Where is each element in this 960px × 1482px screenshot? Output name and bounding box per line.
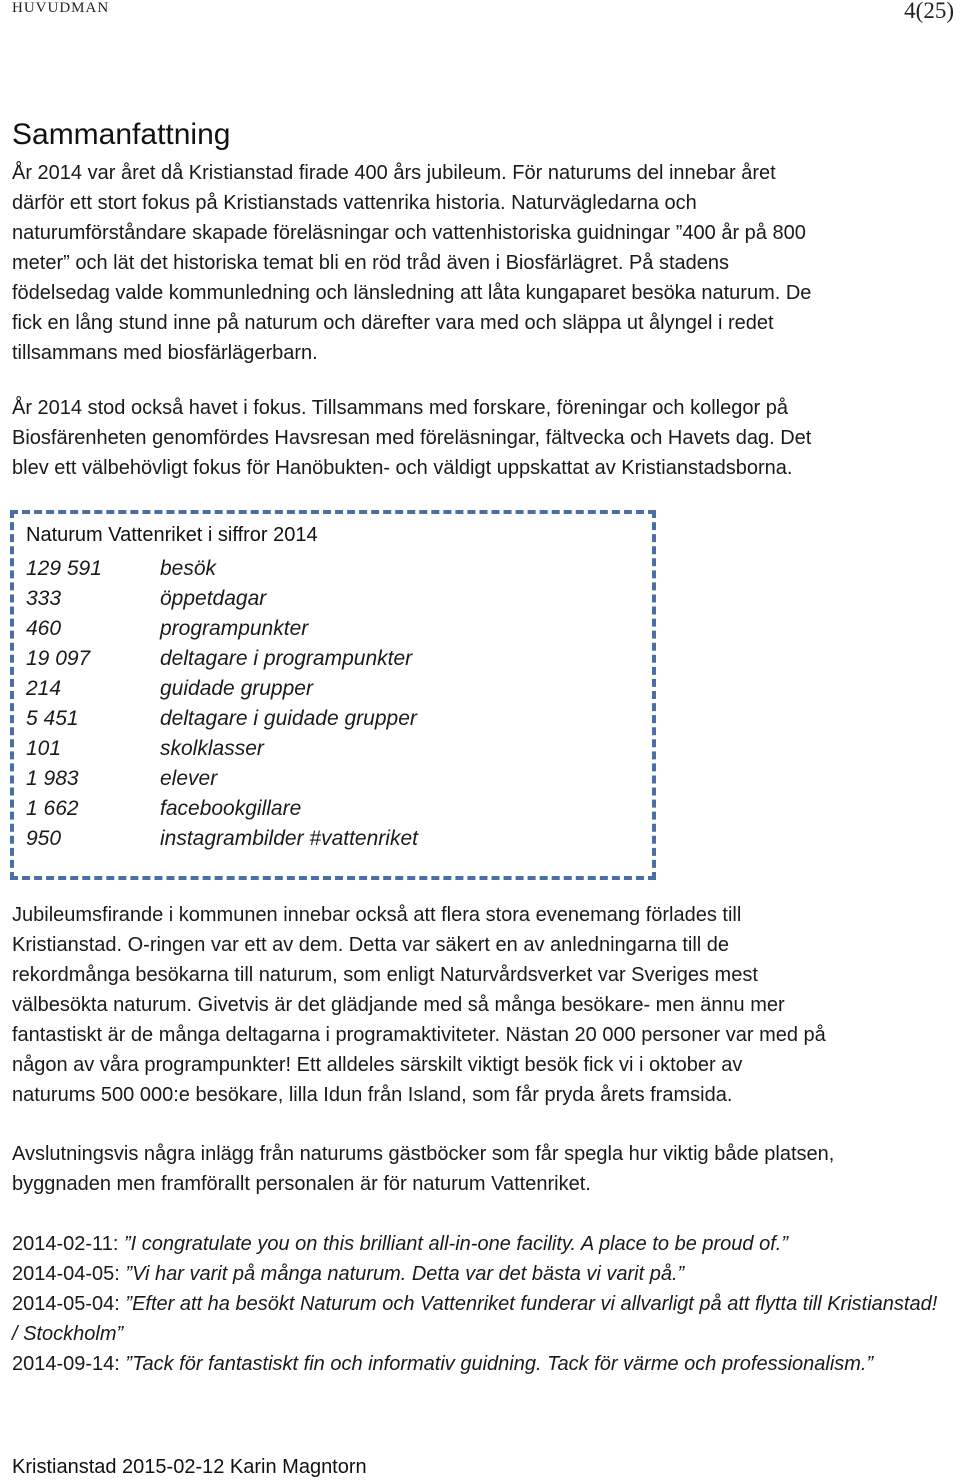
stat-value: 101: [26, 737, 62, 760]
jubileum-line: fantastiskt är de många deltagarna i programaktiviteter. Nästan 20 000 personer var med på: [12, 1024, 826, 1046]
stat-row: [26, 824, 418, 854]
avslut-line: byggnaden men framförallt personalen är för naturum Vattenriket.: [12, 1173, 591, 1195]
stat-label: deltagare i programpunkter: [160, 647, 413, 670]
page-number: 4(25): [904, 0, 954, 23]
stat-label: besök: [160, 557, 217, 580]
entry-quote: ”Efter att ha besökt Naturum och Vattenriket funderar vi allvarligt på att flytta till Kristianstad! / Stockholm”: [12, 1293, 938, 1345]
entry-date: 2014-04-05:: [12, 1263, 126, 1285]
stat-label: deltagare i guidade grupper: [160, 707, 417, 730]
stat-label: elever: [160, 767, 218, 790]
jubileum-line: Jubileumsfirande i kommunen innebar också att flera stora evenemang förlades till: [12, 904, 742, 926]
stats-title: Naturum Vattenriket i siffror 2014: [26, 524, 318, 546]
stat-row: [26, 644, 418, 674]
guestbook-entry: [12, 1229, 944, 1259]
avslut-paragraph: [12, 1139, 944, 1199]
stat-row: [26, 734, 418, 764]
entry-quote: ”Vi har varit på många naturum. Detta var det bästa vi varit på.”: [125, 1263, 685, 1285]
havet-line: Biosfärenheten genomfördes Havsresan med föreläsningar, fältvecka och Havets dag. Det: [12, 427, 812, 449]
intro-line: naturumförståndare skapade föreläsningar och vattenhistoriska guidningar ”400 år på 800: [12, 222, 806, 244]
stat-row: [26, 794, 418, 824]
stat-value: 1 983: [26, 767, 79, 790]
stat-label: programpunkter: [160, 617, 309, 640]
stats-list: [26, 554, 418, 854]
stat-row: [26, 614, 418, 644]
stat-value: 333: [26, 587, 62, 610]
entry-quote: ”Tack för fantastiskt fin och informativ guidning. Tack för värme och professionalism.”: [125, 1353, 874, 1375]
stat-value: 1 662: [26, 797, 79, 820]
jubileum-paragraph: [12, 900, 944, 1110]
stat-row: [26, 674, 418, 704]
stat-value: 19 097: [26, 647, 91, 670]
intro-line: födelsedag valde kommunledning och länsledning att låta kungaparet besöka naturum. De: [12, 282, 812, 304]
stat-label: öppetdagar: [160, 587, 267, 610]
stat-label: skolklasser: [160, 737, 264, 760]
stat-value: 129 591: [26, 557, 102, 580]
stat-row: [26, 764, 418, 794]
stat-label: facebookgillare: [160, 797, 302, 820]
stat-value: 460: [26, 617, 62, 640]
havet-line: År 2014 stod också havet i fokus. Tillsammans med forskare, föreningar och kollegor på: [12, 397, 788, 419]
jubileum-line: någon av våra programpunkter! Ett alldeles särskilt viktigt besök fick vi i oktober av: [12, 1054, 743, 1076]
intro-line: År 2014 var året då Kristianstad firade 400 års jubileum. För naturums del innebar året: [12, 162, 776, 184]
guestbook-entry: [12, 1349, 944, 1379]
havet-paragraph: [12, 393, 944, 483]
havet-line: blev ett välbehövligt fokus för Hanöbukten- och väldigt uppskattat av Kristianstadsborna.: [12, 457, 793, 479]
intro-line: fick en lång stund inne på naturum och därefter vara med och släppa ut ålyngel i redet: [12, 312, 774, 334]
stat-label: guidade grupper: [160, 677, 313, 700]
intro-line: tillsammans med biosfärlägerbarn.: [12, 342, 318, 364]
entry-date: 2014-05-04:: [12, 1293, 126, 1315]
stats-box: [10, 510, 656, 880]
intro-line: därför ett stort fokus på Kristianstads vattenrika historia. Naturvägledarna och: [12, 192, 697, 214]
stat-value: 950: [26, 827, 62, 850]
stat-row: [26, 554, 418, 584]
stat-row: [26, 584, 418, 614]
intro-paragraph: [12, 158, 944, 368]
stat-row: [26, 704, 418, 734]
stat-value: 5 451: [26, 707, 79, 730]
jubileum-line: välbesökta naturum. Givetvis är det glädjande med så många besökare- men ännu mer: [12, 994, 785, 1016]
intro-line: meter” och lät det historiska temat bli en röd tråd även i Biosfärlägret. På stadens: [12, 252, 730, 274]
footer-signature: Kristianstad 2015-02-12 Karin Magntorn: [12, 1456, 367, 1478]
jubileum-line: naturums 500 000:e besökare, lilla Idun från Island, som får pryda årets framsida.: [12, 1084, 733, 1106]
section-title: Sammanfattning: [12, 118, 231, 151]
entry-quote: ”I congratulate you on this brilliant all-in-one facility. A place to be proud of.”: [123, 1233, 788, 1255]
entry-date: 2014-09-14:: [12, 1353, 126, 1375]
running-header: HUVUDMAN: [12, 0, 110, 16]
jubileum-line: Kristianstad. O-ringen var ett av dem. Detta var säkert en av anledningarna till de: [12, 934, 730, 956]
jubileum-line: rekordmånga besökarna till naturum, som enligt Naturvårdsverket var Sveriges mest: [12, 964, 758, 986]
stat-value: 214: [26, 677, 62, 700]
stat-label: instagrambilder #vattenriket: [160, 827, 418, 850]
guestbook-entry: [12, 1259, 944, 1289]
guestbook-entries: [12, 1229, 944, 1379]
avslut-line: Avslutningsvis några inlägg från naturums gästböcker som får spegla hur viktig både platsen,: [12, 1143, 835, 1165]
entry-date: 2014-02-11:: [12, 1233, 124, 1255]
guestbook-entry: [12, 1289, 944, 1349]
